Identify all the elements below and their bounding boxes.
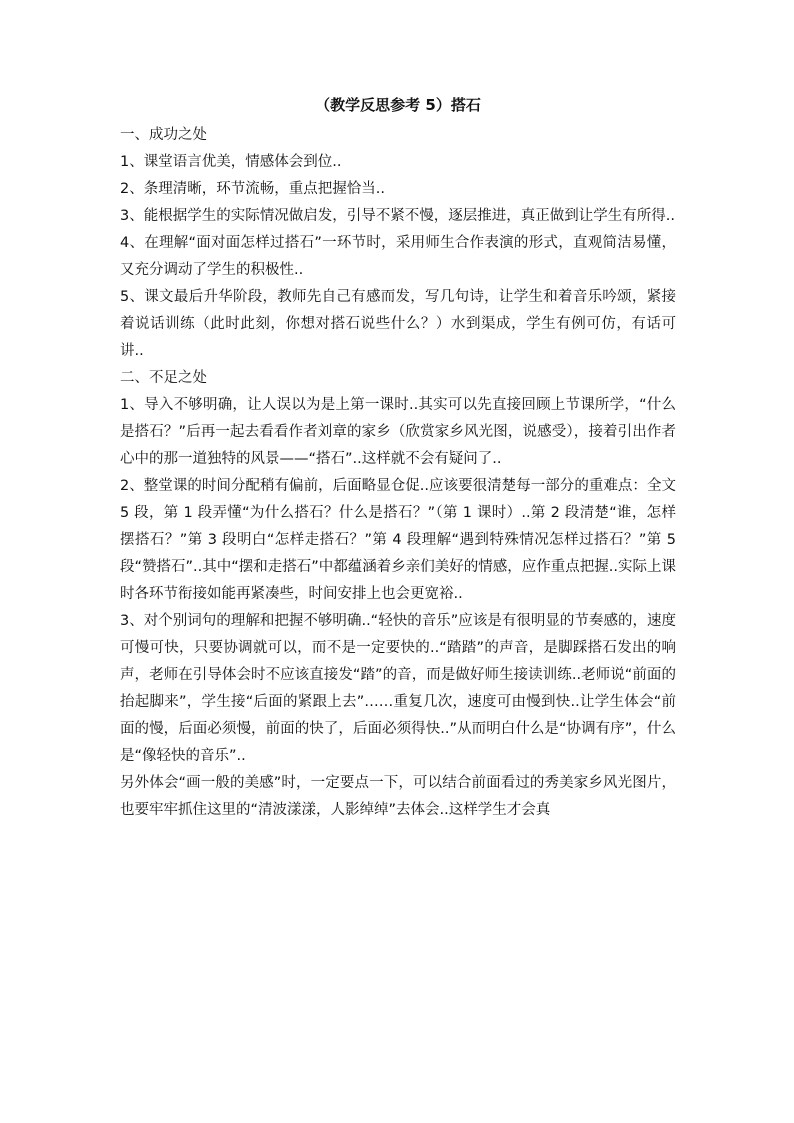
section-success bbox=[120, 122, 676, 365]
document-title: （教学反思参考 5）搭石 bbox=[315, 96, 481, 114]
paragraph: 3、对个别词句的理解和把握不够明确..“轻快的音乐”应该是有很明显的节奏感的，速度可慢可快，只要协调就可以，而不是一定要快的..“踏踏”的声音，是脚踩搭石发出的响声，老师在引导体会时不应该直接发“踏”的音，而是做好师生接读训练..老师说“前面的抬起脚来”，学生接“后面的紧跟上去”……重复几次，速度可由慢到快..让学生体会“前面的慢，后面必须慢，前面的快了，后面必须得快..”从而明白什么是“协调有序”，什么是“像轻快的音乐”.. bbox=[120, 613, 676, 764]
paragraph: 3、能根据学生的实际情况做启发，引导不紧不慢，逐层推进，真正做到让学生有所得.. bbox=[120, 208, 675, 224]
paragraph: 另外体会“画一般的美感”时，一定要点一下，可以结合前面看过的秀美家乡风光图片，也要牢牢抓住这里的“清波漾漾，人影绰绰”去体会..这样学生才会真 bbox=[120, 775, 676, 818]
section-heading: 一、成功之处 bbox=[120, 127, 207, 143]
paragraph: 5、课文最后升华阶段，教师先自己有感而发，写几句诗，让学生和着音乐吟颂，紧接着说话训练（此时此刻，你想对搭石说些什么？）水到渠成，学生有例可仿，有话可讲.. bbox=[120, 289, 676, 359]
paragraph: 1、课堂语言优美，情感体会到位.. bbox=[120, 154, 342, 170]
paragraph: 2、整堂课的时间分配稍有偏前，后面略显仓促..应该要很清楚每一部分的重难点：全文 5 段，第 1 段弄懂“为什么搭石？什么是搭石？”（第 1 课时）..第 2 段清楚“谁，怎样摆搭石？”第 3 段明白“怎样走搭石？”第 4 段理解“遇到特殊情况怎样过搭石？”第 5 段“赞搭石”..其中“摆和走搭石”中都蕴涵着乡亲们美好的情感，应作重点把握..实际上课时各环节衔接如能再紧凑些，时间安排上也会更宽裕.. bbox=[120, 478, 676, 602]
document-body bbox=[120, 94, 676, 824]
paragraph: 2、条理清晰，环节流畅，重点把握恰当.. bbox=[120, 181, 385, 197]
section-shortcomings bbox=[120, 365, 676, 824]
paragraph: 4、在理解“面对面怎样过搭石”一环节时，采用师生合作表演的形式，直观简洁易懂，又充分调动了学生的积极性.. bbox=[120, 235, 676, 278]
section-heading: 二、不足之处 bbox=[120, 370, 207, 386]
paragraph: 1、导入不够明确，让人误以为是上第一课时..其实可以先直接回顾上节课所学，“什么是搭石？”后再一起去看看作者刘章的家乡（欣赏家乡风光图，说感受），接着引出作者心中的那一道独特的风景——“搭石”..这样就不会有疑问了.. bbox=[120, 397, 676, 467]
